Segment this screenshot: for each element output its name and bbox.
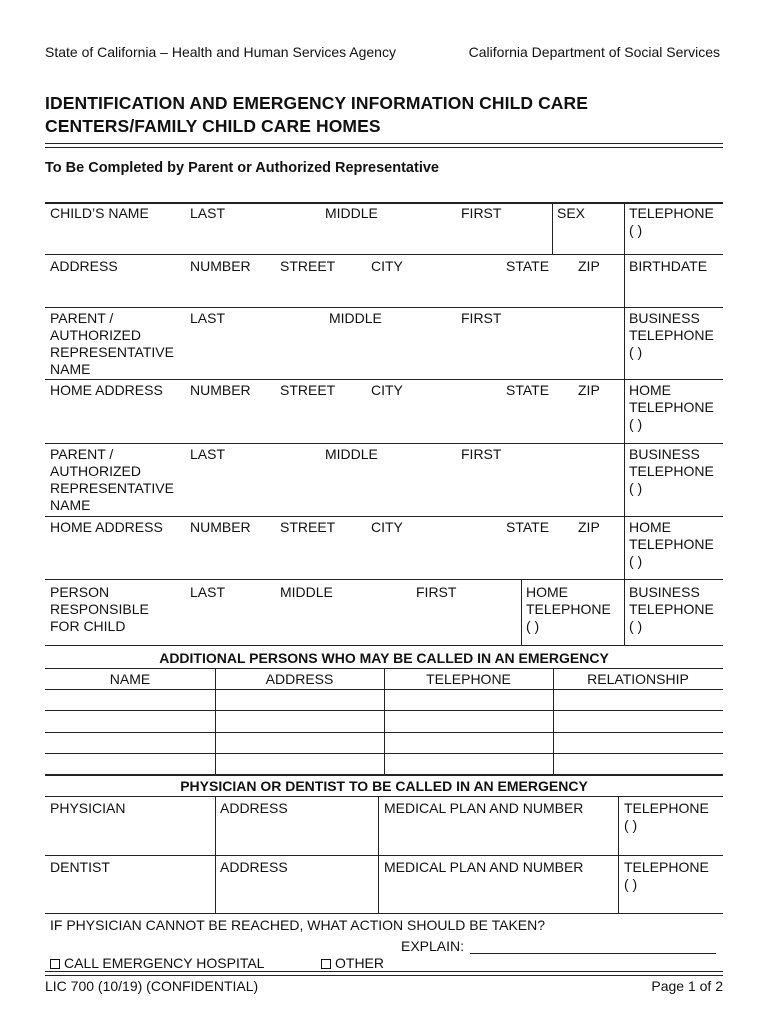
parent2-address-state: STATE [506, 519, 550, 535]
parent2-address-number: NUMBER [190, 519, 251, 535]
telephone-column-divider [624, 202, 625, 645]
parent1-address-number: NUMBER [190, 382, 251, 398]
responsible-first-label: FIRST [416, 584, 457, 600]
emergency-contacts-heading: ADDITIONAL PERSONS WHO MAY BE CALLED IN AN EMERGENCY [159, 650, 609, 666]
dentist-row-rule [45, 913, 723, 914]
physician-address-label: ADDRESS [220, 800, 288, 816]
emergency-col-relationship: RELATIONSHIP [587, 671, 689, 687]
physician-plan-label: MEDICAL PLAN AND NUMBER [384, 800, 584, 816]
child-address-city: CITY [371, 258, 403, 274]
parent1-address-zip: ZIP [578, 382, 600, 398]
parent1-address-state: STATE [506, 382, 550, 398]
grid-rule [45, 645, 723, 646]
emergency-table-bottom-rule [45, 774, 723, 776]
child-first-label: FIRST [461, 205, 502, 221]
grid-rule [45, 307, 723, 308]
explain-label: EXPLAIN: [401, 938, 465, 954]
grid-rule [45, 379, 723, 380]
other-checkbox[interactable] [321, 959, 331, 969]
parent2-address-city: CITY [371, 519, 403, 535]
emergency-col-divider [215, 668, 216, 774]
call-hospital-checkbox[interactable] [50, 959, 60, 969]
dentist-telephone-label: TELEPHONE ( ) [624, 859, 709, 892]
parent2-label: PARENT / AUTHORIZED REPRESENTATIVE NAME [50, 446, 174, 513]
emergency-col-address: ADDRESS [265, 671, 334, 687]
dentist-label: DENTIST [50, 859, 110, 875]
responsible-label: PERSON RESPONSIBLE FOR CHILD [50, 584, 149, 634]
other-option[interactable] [321, 938, 384, 972]
parent1-home-phone-label: HOME TELEPHONE ( ) [629, 382, 714, 432]
emergency-col-divider [384, 668, 385, 774]
parent2-first-label: FIRST [461, 446, 502, 462]
footer-rule-top [45, 971, 723, 972]
call-hospital-label: CALL EMERGENCY HOSPITAL [64, 955, 265, 971]
emergency-col-name: NAME [109, 671, 151, 687]
responsible-last-label: LAST [190, 584, 226, 600]
physician-col-divider [215, 796, 216, 913]
form-subtitle: To Be Completed by Parent or Authorized Representative [45, 160, 439, 176]
parent2-address-street: STREET [280, 519, 336, 535]
physician-heading-rule [45, 796, 723, 797]
physician-col-divider [378, 796, 379, 913]
grid-top-rule [45, 202, 723, 204]
form-title-line1: IDENTIFICATION AND EMERGENCY INFORMATION CHILD CARE [45, 93, 589, 113]
physician-telephone-label: TELEPHONE ( ) [624, 800, 709, 833]
explain-field[interactable] [470, 953, 716, 954]
form-id: LIC 700 (10/19) (CONFIDENTIAL) [45, 978, 259, 994]
emergency-col-divider [553, 668, 554, 774]
child-last-label: LAST [190, 205, 226, 221]
child-address-zip: ZIP [578, 258, 600, 274]
child-name-label: CHILD’S NAME [50, 205, 149, 221]
responsible-home-phone-label: HOME TELEPHONE ( ) [526, 584, 611, 634]
home-phone-divider [521, 579, 522, 645]
form-title [45, 92, 588, 138]
parent2-middle-label: MIDDLE [325, 446, 378, 462]
department-header: California Department of Social Services [468, 44, 720, 60]
parent1-first-label: FIRST [461, 310, 502, 326]
physician-col-divider [618, 796, 619, 913]
emergency-col-telephone: TELEPHONE [426, 671, 511, 687]
parent2-address-zip: ZIP [578, 519, 600, 535]
parent2-last-label: LAST [190, 446, 226, 462]
dentist-plan-label: MEDICAL PLAN AND NUMBER [384, 859, 584, 875]
physician-label: PHYSICIAN [50, 800, 126, 816]
parent1-middle-label: MIDDLE [329, 310, 382, 326]
call-hospital-option[interactable] [50, 938, 264, 972]
page-number: Page 1 of 2 [651, 978, 723, 994]
parent1-address-city: CITY [371, 382, 403, 398]
parent1-business-phone-label: BUSINESS TELEPHONE ( ) [629, 310, 714, 360]
parent1-home-address-label: HOME ADDRESS [50, 382, 163, 398]
grid-rule [45, 516, 723, 517]
parent2-home-address-label: HOME ADDRESS [50, 519, 163, 535]
responsible-business-phone-label: BUSINESS TELEPHONE ( ) [629, 584, 714, 634]
parent1-last-label: LAST [190, 310, 226, 326]
child-middle-label: MIDDLE [325, 205, 378, 221]
dentist-address-label: ADDRESS [220, 859, 288, 875]
sex-divider [552, 202, 553, 254]
child-address-state: STATE [506, 258, 550, 274]
child-address-street: STREET [280, 258, 336, 274]
parent1-address-street: STREET [280, 382, 336, 398]
child-address-number: NUMBER [190, 258, 251, 274]
parent2-home-phone-label: HOME TELEPHONE ( ) [629, 519, 714, 569]
title-rule-bottom [45, 147, 723, 148]
responsible-middle-label: MIDDLE [280, 584, 333, 600]
grid-rule [45, 443, 723, 444]
agency-header: State of California – Health and Human Services Agency [45, 44, 396, 60]
child-sex-label: SEX [557, 205, 586, 221]
physician-row-rule [45, 855, 723, 856]
other-label: OTHER [335, 955, 384, 971]
parent1-label: PARENT / AUTHORIZED REPRESENTATIVE NAME [50, 310, 174, 377]
child-telephone-label: TELEPHONE ( ) [629, 205, 714, 238]
physician-dentist-heading: PHYSICIAN OR DENTIST TO BE CALLED IN AN EMERGENCY [180, 778, 588, 794]
footer-rule-bottom [45, 975, 723, 976]
grid-rule [45, 254, 723, 255]
parent2-business-phone-label: BUSINESS TELEPHONE ( ) [629, 446, 714, 496]
form-title-line2: CENTERS/FAMILY CHILD CARE HOMES [45, 116, 381, 136]
title-rule-top [45, 143, 723, 144]
child-birthdate-label: BIRTHDATE [629, 258, 708, 274]
grid-rule [45, 579, 723, 580]
child-address-label: ADDRESS [50, 258, 118, 274]
action-question: IF PHYSICIAN CANNOT BE REACHED, WHAT ACTION SHOULD BE TAKEN? [50, 917, 546, 933]
